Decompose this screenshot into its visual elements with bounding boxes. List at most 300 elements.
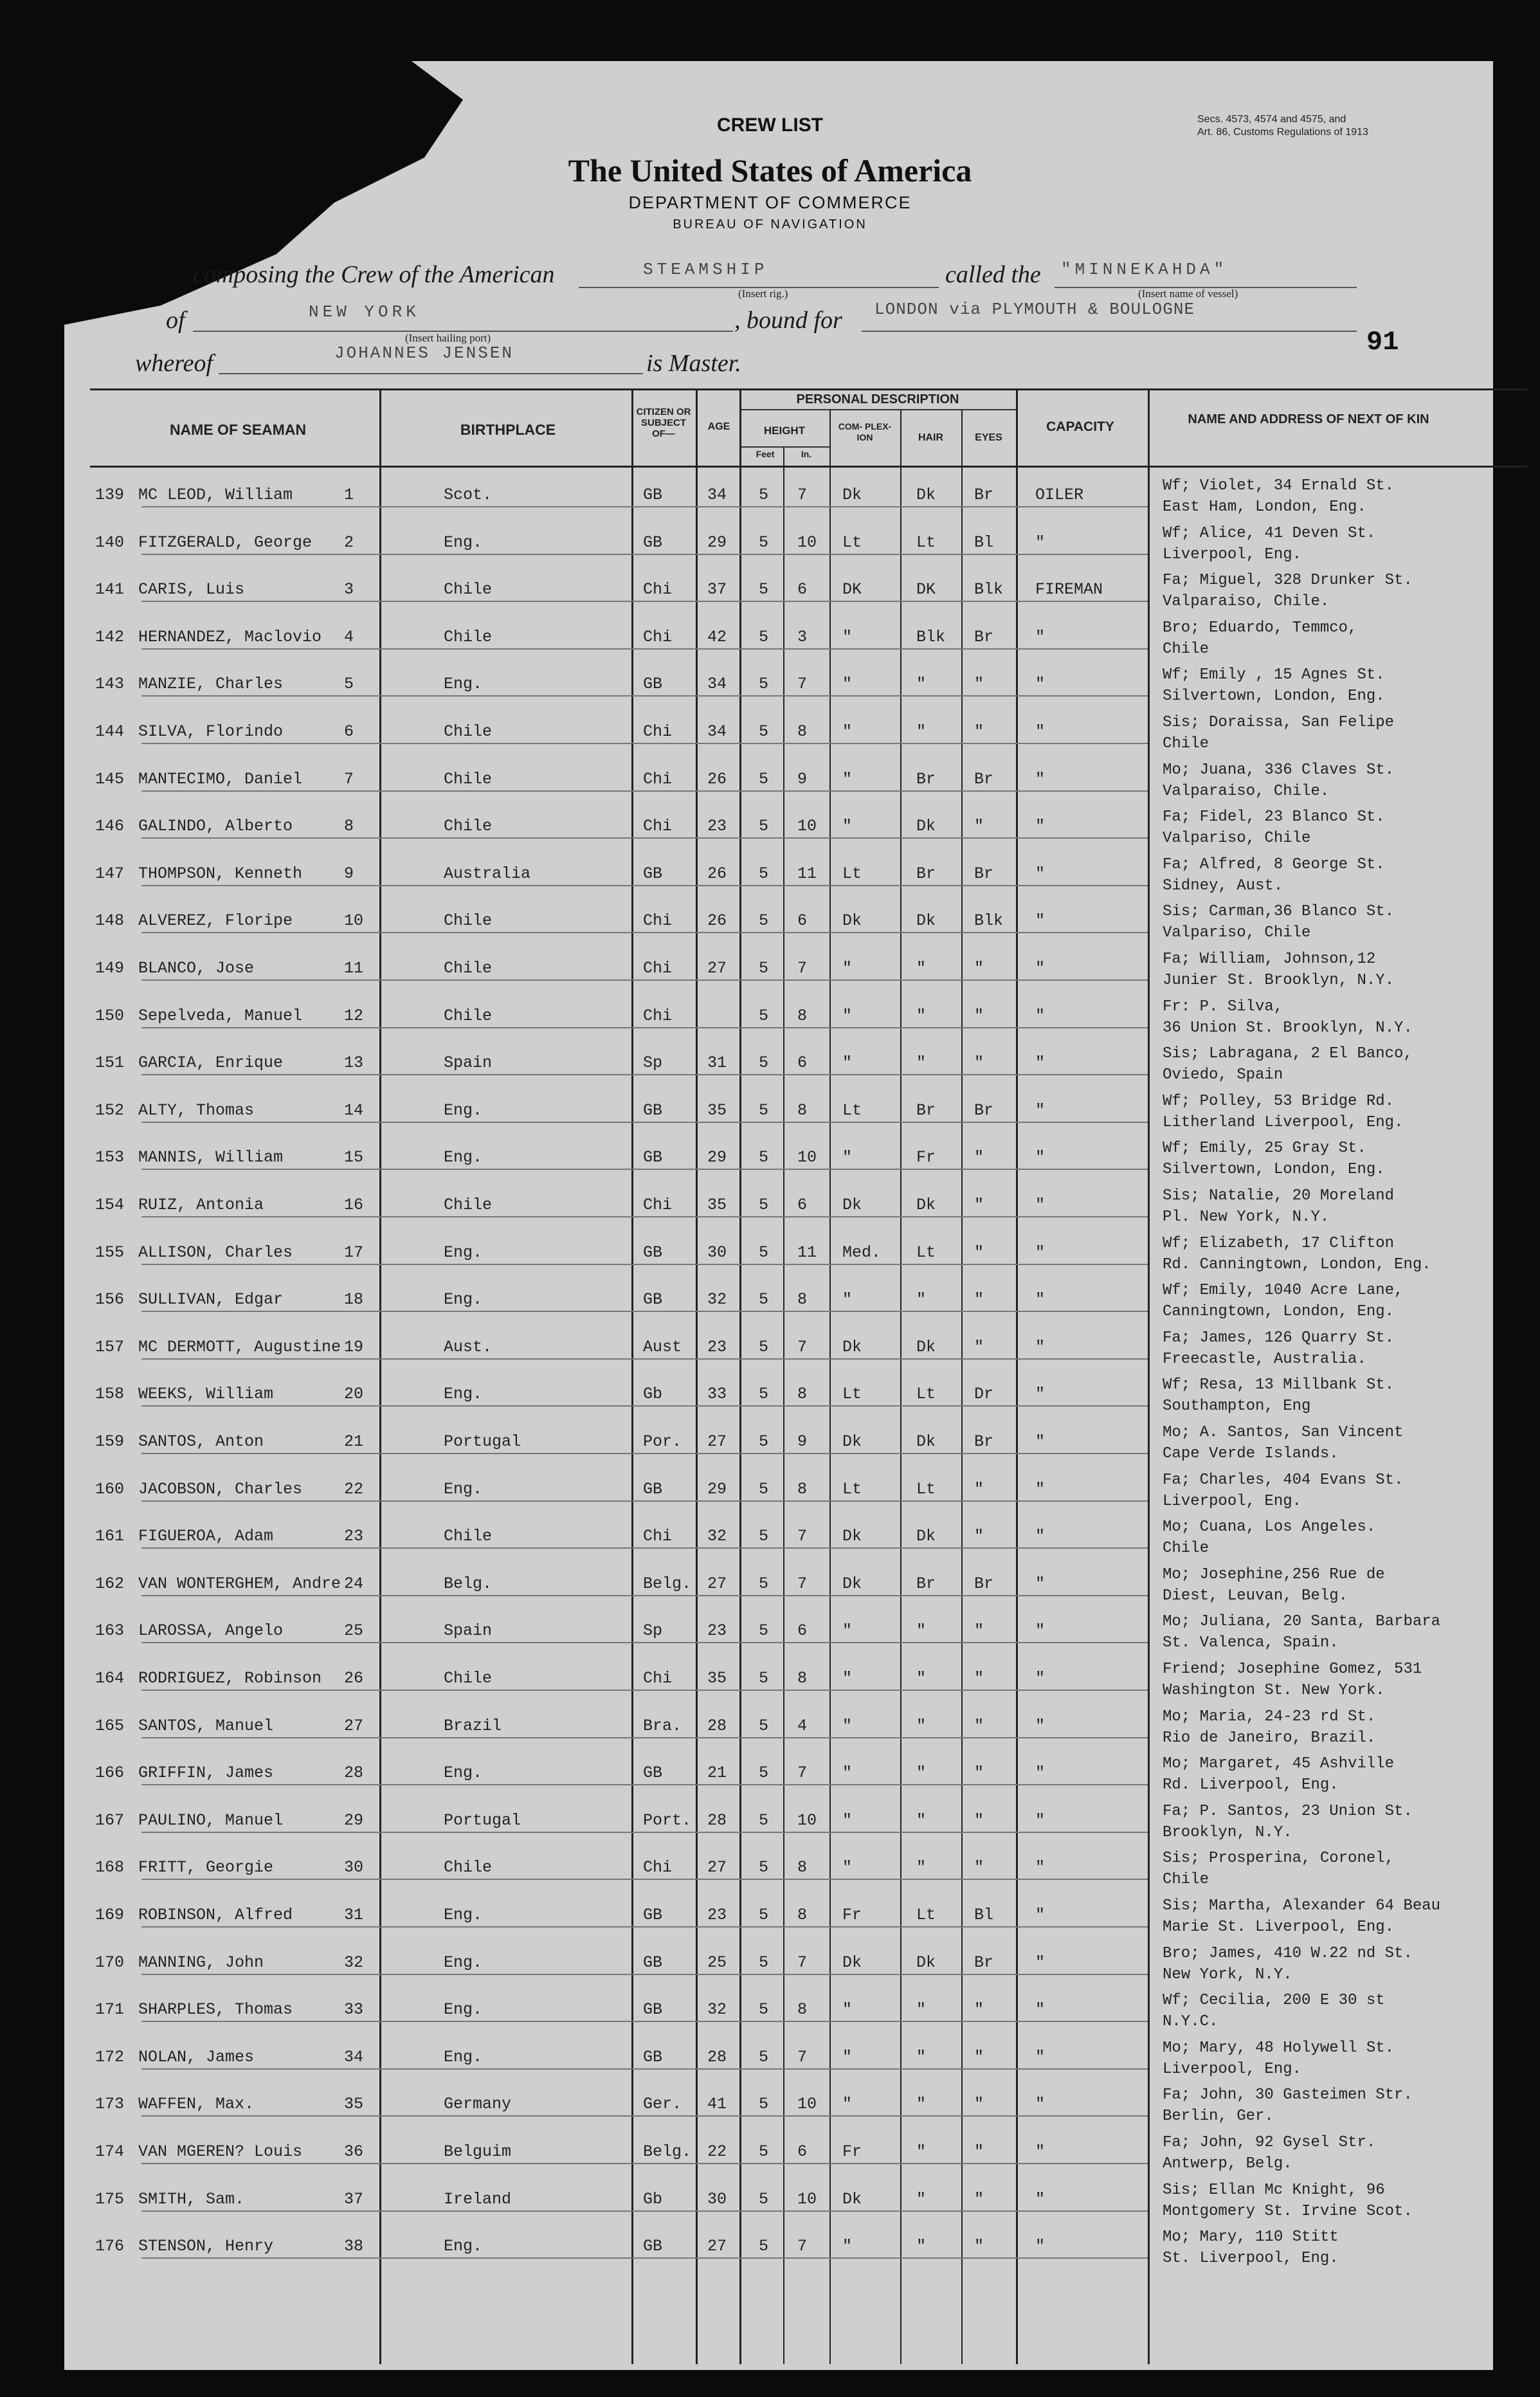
crew-complexion: " — [842, 817, 853, 836]
col-complexion: COM- PLEX- ION — [838, 421, 892, 442]
crew-height-inches: 6 — [797, 2142, 808, 2161]
crew-age: 26 — [707, 911, 727, 931]
crew-height-inches: 6 — [797, 1053, 808, 1073]
crew-complexion: " — [842, 1764, 853, 1783]
crew-complexion: " — [842, 1053, 853, 1073]
crew-age: 41 — [707, 2095, 727, 2114]
table-row — [0, 898, 1540, 946]
table-row — [0, 709, 1540, 757]
crew-height-feet: 5 — [759, 2237, 769, 2256]
crew-complexion: Dk — [842, 1574, 862, 1593]
crew-eyes: Br — [974, 864, 994, 883]
table-row — [0, 1467, 1540, 1515]
crew-age: 27 — [707, 1858, 727, 1877]
crew-birthplace: Chile — [444, 1006, 493, 1025]
kin-line-2: Marie St. Liverpool, Eng. — [1163, 1919, 1395, 1936]
kin-line-1: Fa; John, 30 Gasteimen Str. — [1163, 2086, 1413, 2104]
crew-eyes: " — [974, 1337, 984, 1356]
crew-height-inches: 9 — [797, 1432, 808, 1451]
col-name: NAME OF SEAMAN — [169, 421, 307, 438]
crew-height-inches: 10 — [797, 2095, 817, 2114]
crew-height-inches: 7 — [797, 1574, 808, 1593]
col-birthplace: BIRTHPLACE — [460, 421, 556, 438]
crew-capacity: " — [1035, 1858, 1046, 1877]
crew-eyes: " — [974, 1621, 984, 1641]
kin-line-1: Mo; Mary, 48 Holywell St. — [1163, 2039, 1395, 2057]
kin-line-1: Wf; Emily , 15 Agnes St. — [1163, 666, 1385, 684]
crew-name: LAROSSA, Angelo — [138, 1621, 284, 1641]
kin-line-1: Wf; Violet, 34 Ernald St. — [1163, 477, 1395, 495]
crew-next-of-kin — [1163, 523, 1523, 565]
crew-next-of-kin — [1163, 1706, 1523, 1749]
crew-next-of-kin — [1163, 1470, 1523, 1512]
home-port: NEW YORK — [309, 302, 420, 322]
crew-ref-number: 161 — [95, 1527, 125, 1546]
and-text: and — [1328, 114, 1346, 125]
col-hair: HAIR — [918, 432, 944, 443]
crew-age: 26 — [707, 769, 727, 788]
row-rule — [141, 1405, 1148, 1407]
crew-birthplace: Chile — [444, 911, 493, 931]
country-title: The United States of America — [568, 152, 972, 188]
crew-citizenship: Sp — [643, 1053, 663, 1073]
crew-birthplace: Eng. — [444, 1953, 483, 1972]
crew-birthplace: Chile — [444, 627, 493, 646]
crew-eyes: " — [974, 1290, 984, 1309]
crew-height-inches: 7 — [797, 959, 808, 978]
crew-next-of-kin — [1163, 949, 1523, 991]
crew-birthplace: Eng. — [444, 1100, 483, 1120]
crew-hair: Br — [916, 864, 936, 883]
kin-line-2: Litherland Liverpool, Eng. — [1163, 1113, 1404, 1131]
crew-next-of-kin — [1163, 570, 1523, 612]
crew-birthplace: Brazil — [444, 1716, 502, 1735]
crew-name: MANTECIMO, Daniel — [138, 769, 303, 788]
crew-ref-number: 174 — [95, 2142, 125, 2161]
crew-capacity: " — [1035, 1337, 1046, 1356]
of-label: of — [166, 307, 185, 334]
crew-eyes: " — [974, 1858, 984, 1877]
form-title: CREW LIST — [717, 114, 823, 136]
crew-name: MANNIS, William — [138, 1148, 284, 1167]
crew-age: 27 — [707, 2237, 727, 2256]
crew-line-number: 18 — [344, 1290, 364, 1309]
crew-line-number: 27 — [344, 1716, 364, 1735]
crew-eyes: Bl — [974, 533, 994, 552]
crew-eyes: Blk — [974, 911, 1004, 931]
kin-line-1: Wf; Alice, 41 Deven St. — [1163, 524, 1376, 542]
crew-line-number: 2 — [344, 533, 354, 552]
is-master-label: is Master. — [646, 350, 741, 377]
crew-line-number: 34 — [344, 2047, 364, 2066]
crew-ref-number: 175 — [95, 2189, 125, 2209]
crew-hair: " — [916, 722, 927, 741]
row-rule — [141, 837, 1148, 839]
crew-birthplace: Scot. — [444, 486, 493, 504]
table-row — [0, 520, 1540, 568]
table-row — [0, 1656, 1540, 1704]
kin-line-2: Washington St. New York. — [1163, 1682, 1385, 1699]
row-rule — [141, 601, 1148, 602]
crew-ref-number: 163 — [95, 1621, 125, 1641]
row-rule — [141, 648, 1148, 650]
row-rule — [141, 2021, 1148, 2022]
crew-birthplace: Australia — [444, 864, 531, 883]
crew-ref-number: 171 — [95, 2000, 125, 2019]
crew-capacity: " — [1035, 1053, 1046, 1073]
crew-hair: " — [916, 2095, 927, 2114]
crew-citizenship: GB — [643, 1479, 663, 1499]
kin-line-2: 36 Union St. Brooklyn, N.Y. — [1163, 1019, 1413, 1037]
crew-hair: Lt — [916, 1479, 936, 1499]
crew-hair: " — [916, 2047, 927, 2066]
crew-birthplace: Eng. — [444, 1906, 483, 1924]
crew-capacity: " — [1035, 1621, 1046, 1641]
crew-ref-number: 154 — [95, 1196, 125, 1214]
crew-citizenship: Gb — [643, 2189, 663, 2209]
crew-ref-number: 164 — [95, 1669, 125, 1688]
crew-capacity: " — [1035, 2142, 1046, 2161]
crew-hair: " — [916, 1764, 927, 1783]
crew-capacity: " — [1035, 1432, 1046, 1451]
crew-capacity: " — [1035, 675, 1046, 694]
kin-line-2: Diest, Leuvan, Belg. — [1163, 1587, 1348, 1605]
crew-name: GALINDO, Alberto — [138, 817, 293, 836]
crew-citizenship: Chi — [643, 1669, 673, 1688]
crew-height-inches: 7 — [797, 1764, 808, 1783]
crew-height-inches: 3 — [797, 627, 808, 646]
crew-capacity: " — [1035, 533, 1046, 552]
kin-line-1: Sis; Natalie, 20 Moreland — [1163, 1187, 1395, 1205]
crew-name: SULLIVAN, Edgar — [138, 1290, 284, 1309]
kin-line-1: Fr: P. Silva, — [1163, 998, 1283, 1016]
crew-height-feet: 5 — [759, 1006, 769, 1025]
crew-height-feet: 5 — [759, 911, 769, 931]
table-row — [0, 757, 1540, 805]
rig-value: STEAMSHIP — [643, 260, 768, 279]
table-row — [0, 1277, 1540, 1325]
row-rule — [141, 1832, 1148, 1833]
crew-height-feet: 5 — [759, 1385, 769, 1404]
crew-next-of-kin — [1163, 760, 1523, 802]
sections-note — [1197, 113, 1368, 139]
table-row — [0, 2035, 1540, 2083]
crew-hair: " — [916, 1006, 927, 1025]
crew-age: 31 — [707, 1053, 727, 1073]
crew-capacity: " — [1035, 722, 1046, 741]
crew-height-feet: 5 — [759, 1621, 769, 1641]
crew-next-of-kin — [1163, 1564, 1523, 1607]
kin-line-1: Mo; Juliana, 20 Santa, Barbara — [1163, 1613, 1441, 1631]
row-rule — [141, 1122, 1148, 1123]
crew-hair: " — [916, 1669, 927, 1688]
crew-complexion: " — [842, 1669, 853, 1688]
table-row — [0, 1088, 1540, 1136]
crew-eyes: Br — [974, 1432, 994, 1451]
crew-height-inches: 7 — [797, 2047, 808, 2066]
crew-eyes: Br — [974, 1953, 994, 1972]
crew-ref-number: 157 — [95, 1337, 125, 1356]
crew-eyes: " — [974, 2237, 984, 2256]
crew-height-feet: 5 — [759, 2189, 769, 2209]
crew-hair: Dk — [916, 1196, 936, 1214]
crew-complexion: " — [842, 1810, 853, 1830]
crew-capacity: " — [1035, 2047, 1046, 2066]
kin-line-2: Brooklyn, N.Y. — [1163, 1823, 1292, 1841]
crew-complexion: Fr — [842, 1906, 862, 1924]
crew-next-of-kin — [1163, 1801, 1523, 1843]
crew-hair: Blk — [916, 627, 946, 646]
crew-capacity: " — [1035, 1574, 1046, 1593]
crew-age: 25 — [707, 1953, 727, 1972]
crew-name: GARCIA, Enrique — [138, 1053, 284, 1073]
col-height: HEIGHT — [763, 424, 806, 437]
crew-eyes: " — [974, 1148, 984, 1167]
kin-line-1: Mo; Juana, 336 Claves St. — [1163, 761, 1395, 779]
row-rule — [141, 1690, 1148, 1691]
table-row — [0, 1704, 1540, 1751]
crew-height-feet: 5 — [759, 1906, 769, 1924]
crew-name: WEEKS, William — [138, 1385, 274, 1404]
crew-height-feet: 5 — [759, 1669, 769, 1688]
crew-height-feet: 5 — [759, 1810, 769, 1830]
crew-line-number: 10 — [344, 911, 364, 931]
crew-height-inches: 8 — [797, 1858, 808, 1877]
crew-name: NOLAN, James — [138, 2047, 255, 2066]
crew-citizenship: Chi — [643, 1527, 673, 1546]
crew-age: 29 — [707, 533, 727, 552]
crew-hair: Lt — [916, 1906, 936, 1924]
page-number: 91 — [1366, 327, 1399, 358]
vessel-name: "MINNEKAHDA" — [1061, 260, 1228, 279]
crew-complexion: " — [842, 722, 853, 741]
crew-line-number: 6 — [344, 722, 354, 741]
kin-line-2: Chile — [1163, 1540, 1209, 1558]
crew-hair: " — [916, 2189, 927, 2209]
crew-complexion: Dk — [842, 1337, 862, 1356]
crew-citizenship: Aust — [643, 1337, 682, 1356]
crew-birthplace: Eng. — [444, 1290, 483, 1309]
kin-line-2: Valparaiso, Chile. — [1163, 593, 1330, 611]
crew-citizenship: Chi — [643, 959, 673, 978]
crew-next-of-kin — [1163, 1753, 1523, 1796]
crew-citizenship: GB — [643, 2047, 663, 2066]
crew-next-of-kin — [1163, 664, 1523, 707]
crew-age: 23 — [707, 1621, 727, 1641]
kin-line-1: Sis; Doraissa, San Felipe — [1163, 714, 1395, 731]
crew-eyes: " — [974, 2000, 984, 2019]
crew-eyes: Br — [974, 627, 994, 646]
crew-name: SHARPLES, Thomas — [138, 2000, 293, 2019]
crew-line-number: 32 — [344, 1953, 364, 1972]
row-rule — [141, 885, 1148, 886]
crew-line-number: 12 — [344, 1006, 364, 1025]
crew-line-number: 21 — [344, 1432, 364, 1451]
crew-hair: Dk — [916, 911, 936, 931]
crew-complexion: " — [842, 627, 853, 646]
crew-complexion: Dk — [842, 1953, 862, 1972]
crew-height-feet: 5 — [759, 1479, 769, 1499]
kin-line-2: Valpariso, Chile — [1163, 924, 1311, 942]
crew-ref-number: 141 — [95, 580, 125, 599]
crew-hair: Br — [916, 1100, 936, 1120]
kin-line-1: Sis; Carman,36 Blanco St. — [1163, 903, 1395, 921]
crew-citizenship: Ger. — [643, 2095, 682, 2114]
crew-eyes: " — [974, 1669, 984, 1688]
kin-line-2: N.Y.C. — [1163, 2013, 1218, 2031]
crew-eyes: " — [974, 2095, 984, 2114]
kin-line-2: Rio de Janeiro, Brazil. — [1163, 1729, 1376, 1747]
crew-citizenship: GB — [643, 1148, 663, 1167]
crew-next-of-kin — [1163, 854, 1523, 897]
crew-capacity: " — [1035, 2237, 1046, 2256]
row-rule — [141, 790, 1148, 792]
crew-name: THOMPSON, Kenneth — [138, 864, 303, 883]
crew-height-feet: 5 — [759, 1574, 769, 1593]
crew-complexion: Lt — [842, 533, 862, 552]
crew-height-feet: 5 — [759, 1764, 769, 1783]
crew-name: RODRIGUEZ, Robinson — [138, 1669, 322, 1688]
crew-name: CARIS, Luis — [138, 580, 245, 599]
crew-height-feet: 5 — [759, 533, 769, 552]
crew-age: 35 — [707, 1196, 727, 1214]
crew-ref-number: 139 — [95, 486, 125, 504]
crew-height-inches: 10 — [797, 533, 817, 552]
row-rule — [141, 1642, 1148, 1643]
crew-birthplace: Portugal — [444, 1810, 521, 1830]
kin-line-2: St. Liverpool, Eng. — [1163, 2250, 1339, 2268]
crew-capacity: " — [1035, 1669, 1046, 1688]
crew-citizenship: GB — [643, 675, 663, 694]
crew-capacity: " — [1035, 817, 1046, 836]
table-row — [0, 1751, 1540, 1798]
kin-line-1: Mo; Maria, 24-23 rd St. — [1163, 1708, 1376, 1726]
crew-next-of-kin — [1163, 1659, 1523, 1701]
kin-line-2: Freecastle, Australia. — [1163, 1350, 1366, 1368]
crew-citizenship: GB — [643, 533, 663, 552]
crew-eyes: Dr — [974, 1385, 994, 1404]
crew-birthplace: Eng. — [444, 1148, 483, 1167]
crew-hair: " — [916, 675, 927, 694]
crew-name: VAN WONTERGHEM, Andre — [138, 1574, 341, 1593]
crew-height-feet: 5 — [759, 1527, 769, 1546]
crew-height-inches: 6 — [797, 1621, 808, 1641]
table-row — [0, 2177, 1540, 2225]
crew-line-number: 1 — [344, 486, 354, 504]
row-rule — [141, 1074, 1148, 1075]
crew-age: 34 — [707, 722, 727, 741]
crew-line-number: 25 — [344, 1621, 364, 1641]
crew-ref-number: 148 — [95, 911, 125, 931]
crew-hair: " — [916, 1621, 927, 1641]
crew-birthplace: Eng. — [444, 2000, 483, 2019]
crew-height-inches: 11 — [797, 864, 817, 883]
crew-line-number: 29 — [344, 1810, 364, 1830]
crew-line-number: 28 — [344, 1764, 364, 1783]
crew-next-of-kin — [1163, 1327, 1523, 1370]
crew-height-inches: 8 — [797, 1100, 808, 1120]
crew-height-feet: 5 — [759, 769, 769, 788]
crew-height-inches: 7 — [797, 1337, 808, 1356]
crew-next-of-kin — [1163, 1611, 1523, 1654]
crew-height-inches: 7 — [797, 486, 808, 504]
crew-name: BLANCO, Jose — [138, 959, 255, 978]
crew-height-inches: 10 — [797, 2189, 817, 2209]
kin-line-1: Wf; Elizabeth, 17 Clifton — [1163, 1234, 1395, 1252]
crew-line-number: 37 — [344, 2189, 364, 2209]
crew-complexion: Dk — [842, 1432, 862, 1451]
table-row — [0, 1135, 1540, 1183]
crew-capacity: " — [1035, 1906, 1046, 1924]
crew-height-feet: 5 — [759, 2142, 769, 2161]
crew-citizenship: Bra. — [643, 1716, 682, 1735]
row-rule — [141, 695, 1148, 697]
crew-height-inches: 9 — [797, 769, 808, 788]
crew-age: 23 — [707, 1337, 727, 1356]
kin-line-2: East Ham, London, Eng. — [1163, 498, 1366, 516]
crew-height-feet: 5 — [759, 2000, 769, 2019]
crew-height-inches: 8 — [797, 1290, 808, 1309]
crew-birthplace: Belguim — [444, 2142, 512, 2161]
kin-line-2: Canningtown, London, Eng. — [1163, 1303, 1395, 1321]
crew-ref-number: 146 — [95, 817, 125, 836]
crew-height-feet: 5 — [759, 959, 769, 978]
crew-height-feet: 5 — [759, 1858, 769, 1877]
crew-age: 42 — [707, 627, 727, 646]
crew-age: 28 — [707, 1810, 727, 1830]
crew-name: STENSON, Henry — [138, 2237, 274, 2256]
row-rule — [141, 2115, 1148, 2117]
crew-capacity: " — [1035, 627, 1046, 646]
crew-age: 34 — [707, 675, 727, 694]
crew-ref-number: 170 — [95, 1953, 125, 1972]
crew-height-feet: 5 — [759, 1100, 769, 1120]
crew-complexion: " — [842, 2095, 853, 2114]
crew-ref-number: 165 — [95, 1716, 125, 1735]
crew-ref-number: 159 — [95, 1432, 125, 1451]
crew-age: 27 — [707, 1432, 727, 1451]
row-rule — [141, 743, 1148, 744]
kin-line-2: Rd. Canningtown, London, Eng. — [1163, 1255, 1431, 1273]
crew-line-number: 3 — [344, 580, 354, 599]
kin-line-2: Valparaiso, Chile. — [1163, 782, 1330, 800]
crew-age: 28 — [707, 2047, 727, 2066]
crew-complexion: " — [842, 1858, 853, 1877]
crew-height-inches: 8 — [797, 2000, 808, 2019]
crew-capacity: OILER — [1035, 486, 1084, 504]
crew-eyes: Br — [974, 1100, 994, 1120]
crew-complexion: Dk — [842, 486, 862, 504]
crew-line-number: 9 — [344, 864, 354, 883]
crew-height-feet: 5 — [759, 627, 769, 646]
crew-ref-number: 176 — [95, 2237, 125, 2256]
crew-birthplace: Eng. — [444, 2237, 483, 2256]
crew-height-feet: 5 — [759, 817, 769, 836]
crew-citizenship: GB — [643, 1953, 663, 1972]
crew-line-number: 38 — [344, 2237, 364, 2256]
crew-height-inches: 4 — [797, 1716, 808, 1735]
crew-height-feet: 5 — [759, 1243, 769, 1262]
crew-age: 35 — [707, 1100, 727, 1120]
kin-line-1: Fa; James, 126 Quarry St. — [1163, 1329, 1395, 1347]
crew-hair: Fr — [916, 1148, 936, 1167]
crew-height-feet: 5 — [759, 2095, 769, 2114]
kin-line-2: Silvertown, London, Eng. — [1163, 688, 1385, 706]
crew-line-number: 22 — [344, 1479, 364, 1499]
row-rule — [141, 1784, 1148, 1785]
crew-line-number: 16 — [344, 1196, 364, 1214]
crew-eyes: " — [974, 722, 984, 741]
